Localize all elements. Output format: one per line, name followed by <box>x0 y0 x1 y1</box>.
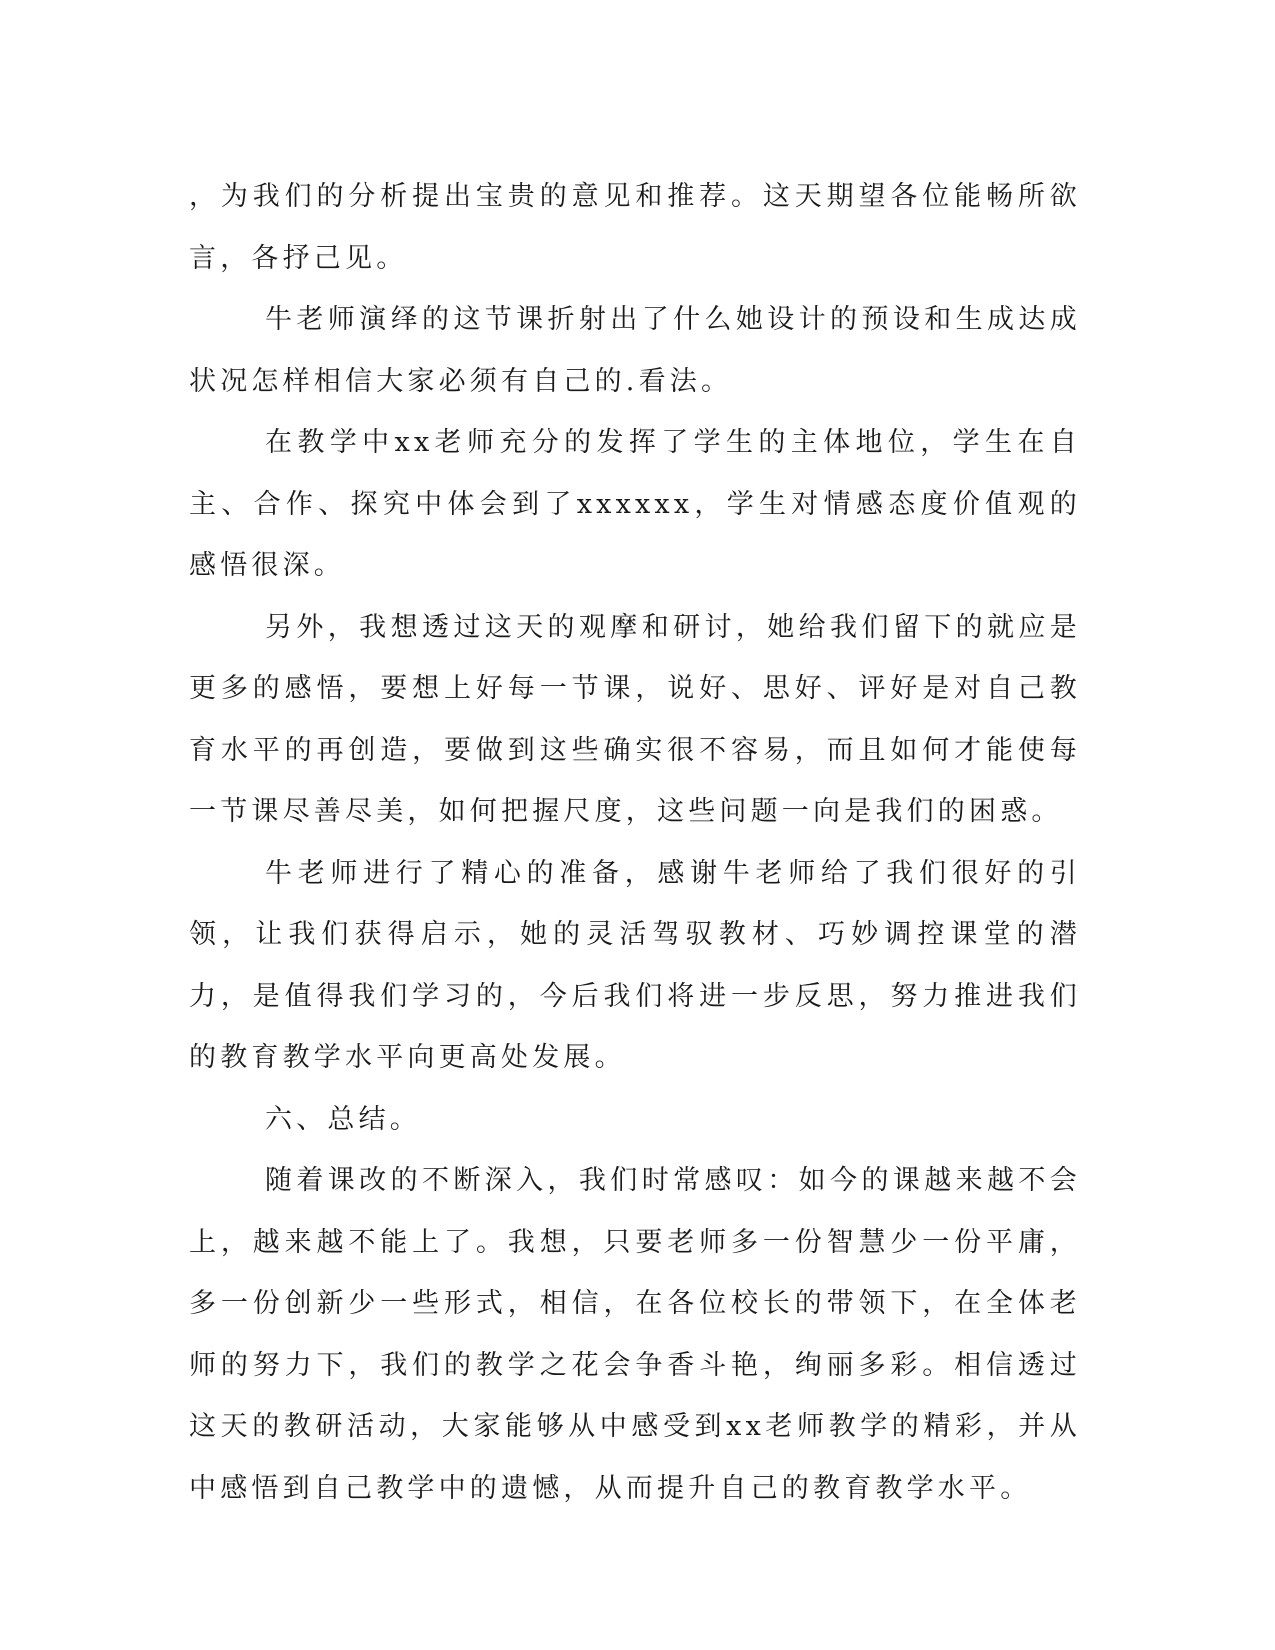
paragraph-thanks: 牛老师进行了精心的准备，感谢牛老师给了我们很好的引领，让我们获得启示，她的灵活驾驭教材、巧妙调控课堂的潜力，是值得我们学习的，今后我们将进一步反思，努力推进我们的教育教学水平向更高处发展。 <box>189 857 1081 1073</box>
paragraph-teacher-niu-reflection: 牛老师演绎的这节课折射出了什么她设计的预设和生成达成状况怎样相信大家必须有自己的.看法。 <box>189 304 1081 397</box>
paragraph-summary: 随着课改的不断深入，我们时常感叹：如今的课越来越不会上，越来越不能上了。我想，只要老师多一份智慧少一份平庸，多一份创新少一些形式，相信，在各位校长的带领下，在全体老师的努力下，我们的教学之花会争香斗艳，绚丽多彩。相信透过这天的教研活动，大家能够从中感受到xx老师教学的精彩，并从中感悟到自己教学中的遗憾，从而提升自己的教育教学水平。 <box>189 1165 1081 1504</box>
section-heading-summary: 六、总结。 <box>265 1103 421 1135</box>
paragraph-observation: 另外，我想透过这天的观摩和研讨，她给我们留下的就应是更多的感悟，要想上好每一节课，说好、思好、评好是对自己教育水平的再创造，要做到这些确实很不容易，而且如何才能使每一节课尽善尽美，如何把握尺度，这些问题一向是我们的困惑。 <box>189 611 1081 827</box>
document-body <box>189 166 1081 1519</box>
paragraph-continuation: ，为我们的分析提出宝贵的意见和推荐。这天期望各位能畅所欲言，各抒己见。 <box>189 181 1081 274</box>
paragraph-student-subject: 在教学中xx老师充分的发挥了学生的主体地位，学生在自主、合作、探究中体会到了xxxxxx，学生对情感态度价值观的感悟很深。 <box>189 427 1081 581</box>
